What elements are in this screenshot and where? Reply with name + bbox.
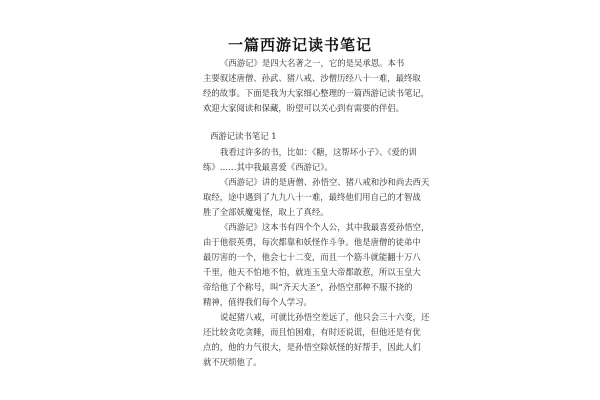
section-heading: 西游记读书笔记 1 <box>210 131 277 141</box>
body-line: 精神，值得我们每个人学习。 <box>203 297 312 307</box>
body-line: 《西游记》这本书有四个个人公，其中我最喜爱孙悟空， <box>220 222 430 232</box>
document-title: 一篇西游记读书笔记 <box>227 36 372 54</box>
intro-line: 《西游记》是四大名著之一，它的是吴承恩。本书 <box>220 58 405 68</box>
intro-line: 欢迎大家阅读和保藏，盼望可以关心到有需要的伴侣。 <box>203 103 404 113</box>
body-line: 我看过许多的书，比如：《糖，这帮坏小子》、《爱的训 <box>220 147 417 157</box>
intro-paragraph <box>203 56 430 116</box>
body-line: 取经，途中遇到了九九八十一难，最终他们用自己的才智战 <box>203 192 421 202</box>
intro-line: 主要叙述唐僧、孙武、猪八戒、沙僧历经八十一难，最终取 <box>203 73 421 83</box>
body-line: 点的，他的力气很大，是孙悟空除妖怪的好帮手，因此人们 <box>203 342 421 352</box>
body-line: 还比较贪吃贪睡，而且怕困难，有时还说谎，但他还是有优 <box>203 327 421 337</box>
body-line: 千里，他天不怕地不怕，就连玉皇大帝都敢惹，所以玉皇大 <box>203 267 421 277</box>
body-line: 胜了全部妖魔鬼怪，取上了真经。 <box>203 207 329 217</box>
body-line: 说起猪八戒，可就比孙悟空差远了，他只会三十六变，还 <box>220 312 430 322</box>
body-line: 最厉害的一个，他会七十二变，而且一个筋斗就能翻十万八 <box>203 252 421 262</box>
body-line: 帝给他了个称号，叫“齐天大圣”，孙悟空那种不服不挠的 <box>203 282 413 292</box>
body-line: 练》……其中我最喜爱《西游记》。 <box>203 162 333 172</box>
body-line: 就不厌烦他了。 <box>203 357 262 367</box>
body-text <box>203 145 430 370</box>
body-line: 《西游记》讲的是唐僧、孙悟空、猪八戒和沙和尚去西天 <box>220 177 430 187</box>
intro-line: 经的故事。下面是我为大家细心整理的一篇西游记读书笔记， <box>203 88 430 98</box>
body-line: 由于他很英勇，每次都靠和妖怪作斗争。他是唐僧的徒弟中 <box>203 237 421 247</box>
